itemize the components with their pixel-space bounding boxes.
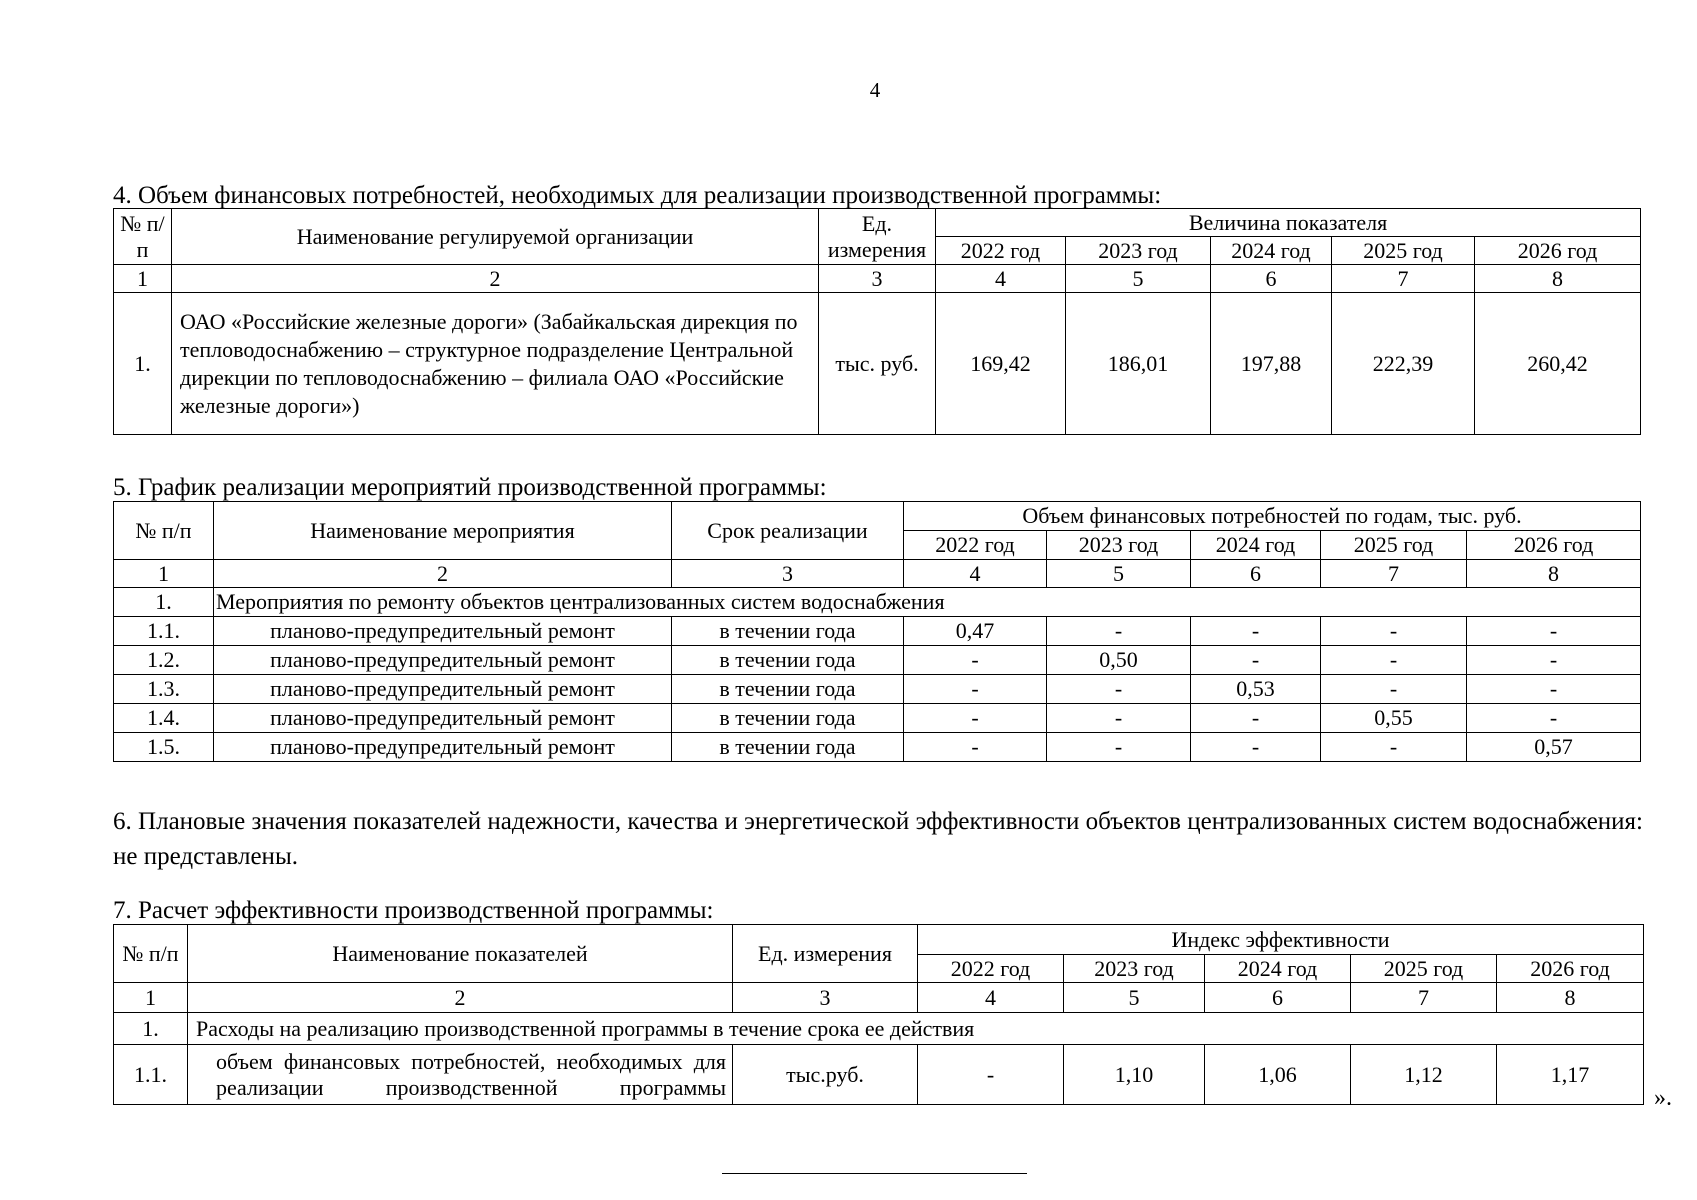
indicator-name: объем финансовых потребностей, необходимых для реализации производственной программы — [188, 1045, 733, 1105]
col-number: 7 — [1351, 983, 1497, 1013]
header-name: Наименование показателей — [188, 925, 733, 983]
col-number: 6 — [1191, 560, 1321, 588]
row-value: 1,06 — [1205, 1045, 1351, 1105]
header-year: 2025 год — [1332, 237, 1475, 265]
table-row — [114, 646, 1641, 675]
row-value: - — [1191, 704, 1321, 733]
row-value: 1,12 — [1351, 1045, 1497, 1105]
header-year: 2026 год — [1497, 955, 1644, 983]
col-number: 3 — [672, 560, 904, 588]
activity-name: планово-предупредительный ремонт — [214, 675, 672, 704]
row-value: - — [918, 1045, 1064, 1105]
activity-name: планово-предупредительный ремонт — [214, 646, 672, 675]
header-num: № п/п — [114, 209, 172, 265]
section-4-title: 4. Объем финансовых потребностей, необходимых для реализации производственной программы: — [113, 182, 1162, 209]
col-number: 4 — [904, 560, 1047, 588]
row-value: - — [904, 733, 1047, 762]
organization-name: ОАО «Российские железные дороги» (Забайкальская дирекция по тепловодоснабжению – структурное подразделение Центральной дирекции по тепловодоснабжению – филиала ОАО «Российские железные дороги») — [172, 293, 819, 435]
row-value: - — [1321, 675, 1467, 704]
table-row — [114, 733, 1641, 762]
row-num: 1.1. — [114, 617, 214, 646]
table-row — [114, 617, 1641, 646]
row-unit: тыс. руб. — [819, 293, 936, 435]
row-num: 1.4. — [114, 704, 214, 733]
row-unit: тыс.руб. — [733, 1045, 918, 1105]
row-num: 1.1. — [114, 1045, 188, 1105]
header-group: Объем финансовых потребностей по годам, тыс. руб. — [904, 502, 1641, 531]
group-row — [114, 1013, 1644, 1045]
activity-term: в течении года — [672, 704, 904, 733]
row-value: - — [1047, 617, 1191, 646]
activity-term: в течении года — [672, 675, 904, 704]
header-year: 2023 год — [1047, 531, 1191, 560]
table-row — [114, 704, 1641, 733]
row-value: - — [1467, 675, 1641, 704]
header-year: 2024 год — [1205, 955, 1351, 983]
row-value: - — [1047, 704, 1191, 733]
row-num: 1. — [114, 293, 172, 435]
efficiency-table — [113, 924, 1644, 1105]
col-number: 8 — [1467, 560, 1641, 588]
row-value: - — [1047, 675, 1191, 704]
row-value: - — [1467, 704, 1641, 733]
col-number: 2 — [214, 560, 672, 588]
col-number: 5 — [1066, 265, 1211, 293]
table-row — [114, 1045, 1644, 1105]
row-value: 1,17 — [1497, 1045, 1644, 1105]
row-value: - — [904, 675, 1047, 704]
col-number: 6 — [1205, 983, 1351, 1013]
row-value: - — [1321, 646, 1467, 675]
activity-term: в течении года — [672, 617, 904, 646]
header-unit: Ед. измерения — [733, 925, 918, 983]
header-year: 2023 год — [1064, 955, 1205, 983]
row-value: - — [904, 646, 1047, 675]
table-row — [114, 293, 1641, 435]
col-number: 4 — [918, 983, 1064, 1013]
section-7-title: 7. Расчет эффективности производственной программы: — [113, 897, 714, 924]
header-num: № п/п — [114, 925, 188, 983]
col-number: 1 — [114, 560, 214, 588]
header-group: Величина показателя — [936, 209, 1641, 237]
table-row — [114, 675, 1641, 704]
header-group: Индекс эффективности — [918, 925, 1644, 955]
row-value: - — [1467, 617, 1641, 646]
col-number: 2 — [188, 983, 733, 1013]
row-value: - — [904, 704, 1047, 733]
col-number: 1 — [114, 265, 172, 293]
header-year: 2025 год — [1321, 531, 1467, 560]
col-number: 7 — [1321, 560, 1467, 588]
header-year: 2024 год — [1211, 237, 1332, 265]
section-6-text: 6. Плановые значения показателей надежности, качества и энергетической эффективности объектов централизованных систем водоснабжения: не представлены. — [113, 808, 1643, 870]
row-num: 1.3. — [114, 675, 214, 704]
col-number: 4 — [936, 265, 1066, 293]
row-value: 169,42 — [936, 293, 1066, 435]
header-name: Наименование мероприятия — [214, 502, 672, 560]
header-year: 2022 год — [904, 531, 1047, 560]
group-row — [114, 588, 1641, 617]
row-num: 1.2. — [114, 646, 214, 675]
col-number: 6 — [1211, 265, 1332, 293]
row-value: 0,55 — [1321, 704, 1467, 733]
row-value: 186,01 — [1066, 293, 1211, 435]
row-value: 0,50 — [1047, 646, 1191, 675]
header-year: 2026 год — [1467, 531, 1641, 560]
group-num: 1. — [114, 588, 214, 617]
group-num: 1. — [114, 1013, 188, 1045]
col-number: 5 — [1047, 560, 1191, 588]
group-label: Мероприятия по ремонту объектов централизованных систем водоснабжения — [214, 588, 1641, 617]
row-value: - — [1321, 617, 1467, 646]
header-year: 2022 год — [918, 955, 1064, 983]
row-value: 197,88 — [1211, 293, 1332, 435]
row-value: 0,47 — [904, 617, 1047, 646]
activity-name: планово-предупредительный ремонт — [214, 733, 672, 762]
row-value: - — [1191, 733, 1321, 762]
row-value: 0,53 — [1191, 675, 1321, 704]
header-name: Наименование регулируемой организации — [172, 209, 819, 265]
financial-needs-table — [113, 208, 1641, 435]
col-number: 1 — [114, 983, 188, 1013]
row-num: 1.5. — [114, 733, 214, 762]
col-number: 8 — [1475, 265, 1641, 293]
row-value: - — [1321, 733, 1467, 762]
header-unit: Ед. измерения — [819, 209, 936, 265]
col-number: 3 — [733, 983, 918, 1013]
activity-term: в течении года — [672, 733, 904, 762]
col-number: 8 — [1497, 983, 1644, 1013]
row-value: 1,10 — [1064, 1045, 1205, 1105]
activity-name: планово-предупредительный ремонт — [214, 617, 672, 646]
header-term: Срок реализации — [672, 502, 904, 560]
row-value: - — [1191, 646, 1321, 675]
group-label: Расходы на реализацию производственной программы в течение срока ее действия — [188, 1013, 1644, 1045]
header-year: 2026 год — [1475, 237, 1641, 265]
activity-name: планово-предупредительный ремонт — [214, 704, 672, 733]
header-year: 2024 год — [1191, 531, 1321, 560]
col-number: 7 — [1332, 265, 1475, 293]
row-value: 0,57 — [1467, 733, 1641, 762]
col-number: 2 — [172, 265, 819, 293]
col-number: 3 — [819, 265, 936, 293]
section-5-title: 5. График реализации мероприятий производственной программы: — [113, 474, 827, 501]
header-year: 2023 год — [1066, 237, 1211, 265]
schedule-table — [113, 501, 1641, 762]
header-num: № п/п — [114, 502, 214, 560]
header-year: 2025 год — [1351, 955, 1497, 983]
row-value: 260,42 — [1475, 293, 1641, 435]
closing-quote: ». — [1654, 1085, 1672, 1111]
row-value: - — [1191, 617, 1321, 646]
row-value: - — [1467, 646, 1641, 675]
row-value: - — [1047, 733, 1191, 762]
activity-term: в течении года — [672, 646, 904, 675]
col-number: 5 — [1064, 983, 1205, 1013]
row-value: 222,39 — [1332, 293, 1475, 435]
page-number: 4 — [869, 78, 881, 102]
footer-divider — [722, 1173, 1027, 1174]
header-year: 2022 год — [936, 237, 1066, 265]
